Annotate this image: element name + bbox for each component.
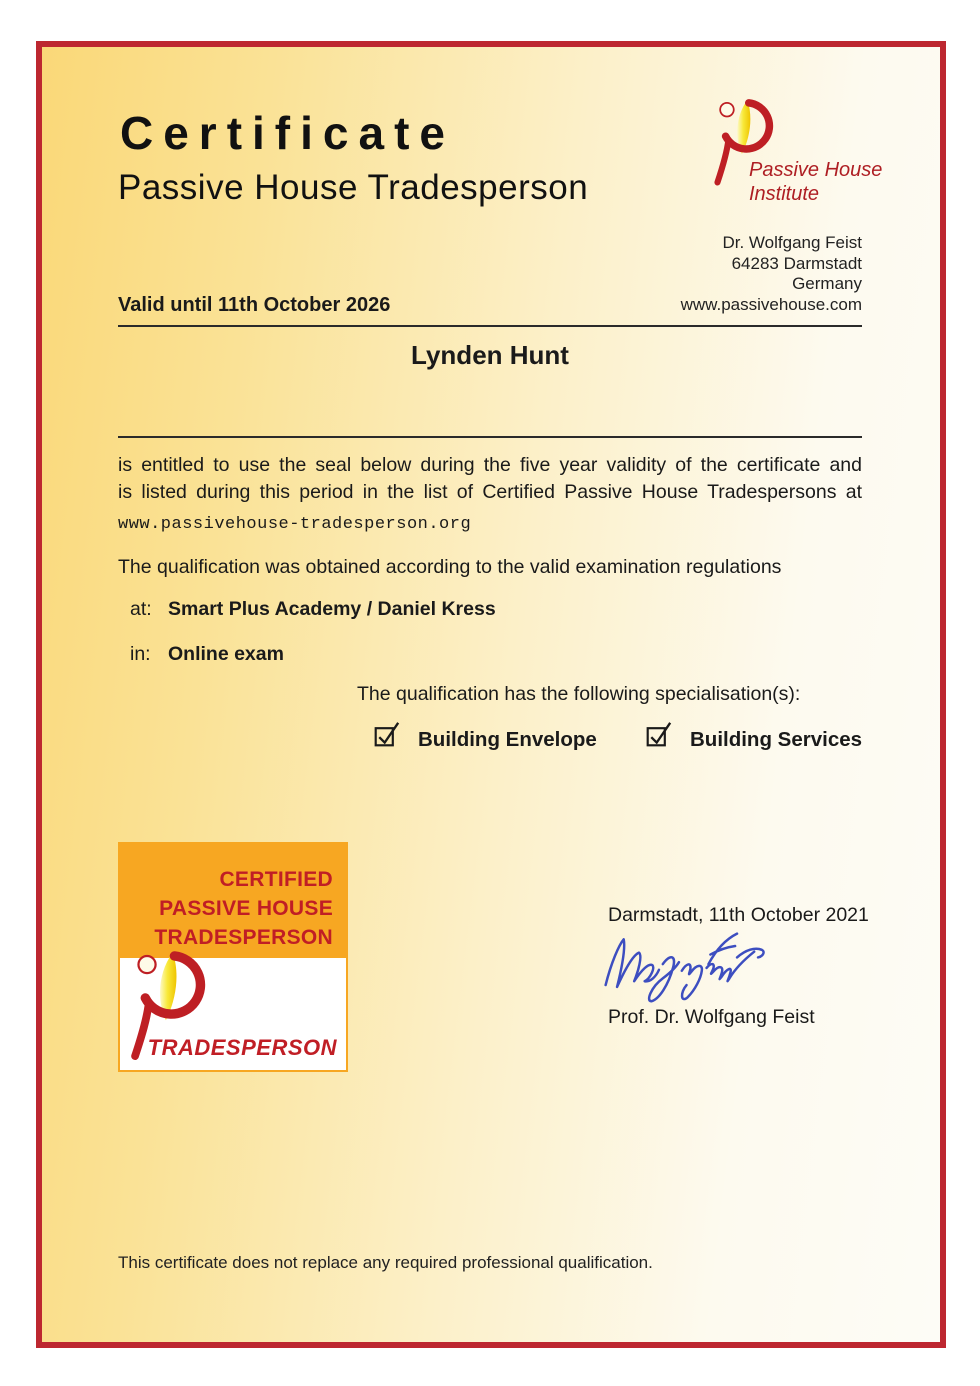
- institute-name-line2: Institute: [749, 183, 820, 205]
- exam-type-row: [130, 643, 284, 666]
- exam-provider-value: Smart Plus Academy / Daniel Kress: [168, 598, 496, 620]
- page-title: Certificate: [120, 107, 455, 159]
- entitlement-line: is entitled to use the seal below during the five year validity of the certificate and: [118, 454, 862, 476]
- address-line: Germany: [792, 274, 862, 293]
- exam-type-value: Online exam: [168, 643, 284, 665]
- checkbox-checked-icon: [373, 720, 400, 754]
- regulation-text: The qualification was obtained according to the valid examination regulations: [118, 556, 782, 578]
- seal-tradesperson-word: TRADESPERSON: [147, 1035, 337, 1060]
- at-label: at:: [130, 598, 152, 620]
- seal-body: [118, 958, 348, 1072]
- tradesperson-list-url: www.passivehouse-tradesperson.org: [118, 515, 472, 534]
- tradesperson-seal: [118, 842, 348, 1072]
- in-label: in:: [130, 643, 151, 665]
- divider-line: [118, 325, 862, 327]
- divider-line: [118, 436, 862, 438]
- valid-until-text: Valid until 11th October 2026: [118, 294, 391, 316]
- institute-website: www.passivehouse.com: [680, 294, 862, 314]
- specialisation-label: Building Envelope: [418, 728, 597, 751]
- certificate-holder-name: Lynden Hunt: [411, 340, 569, 370]
- checkbox-checked-icon: [645, 720, 672, 754]
- address-line: Dr. Wolfgang Feist: [722, 233, 862, 252]
- specialisation-label: Building Services: [690, 728, 863, 751]
- exam-provider-row: [130, 598, 496, 621]
- institute-address: [681, 233, 862, 315]
- entitlement-line: is listed during this period in the list of Certified Passive House Tradespersons at: [118, 481, 862, 503]
- seal-header: [118, 842, 348, 958]
- institute-name: [749, 158, 882, 206]
- seal-header-line: CERTIFIED: [219, 868, 333, 891]
- seal-header-line: TRADESPERSON: [154, 926, 333, 949]
- handwritten-signature: [598, 924, 798, 1013]
- page-subtitle: Passive House Tradesperson: [118, 168, 589, 207]
- signer-name: Prof. Dr. Wolfgang Feist: [608, 1006, 815, 1028]
- specialisation-intro-text: The qualification has the following specialisation(s):: [357, 683, 801, 705]
- footer-disclaimer: This certificate does not replace any required professional qualification.: [118, 1253, 653, 1272]
- address-line: 64283 Darmstadt: [731, 253, 862, 273]
- seal-header-line: PASSIVE HOUSE: [159, 897, 333, 920]
- institute-name-line1: Passive House: [749, 159, 883, 181]
- entitlement-paragraph: [118, 452, 862, 538]
- place-and-date: Darmstadt, 11th October 2021: [608, 904, 869, 926]
